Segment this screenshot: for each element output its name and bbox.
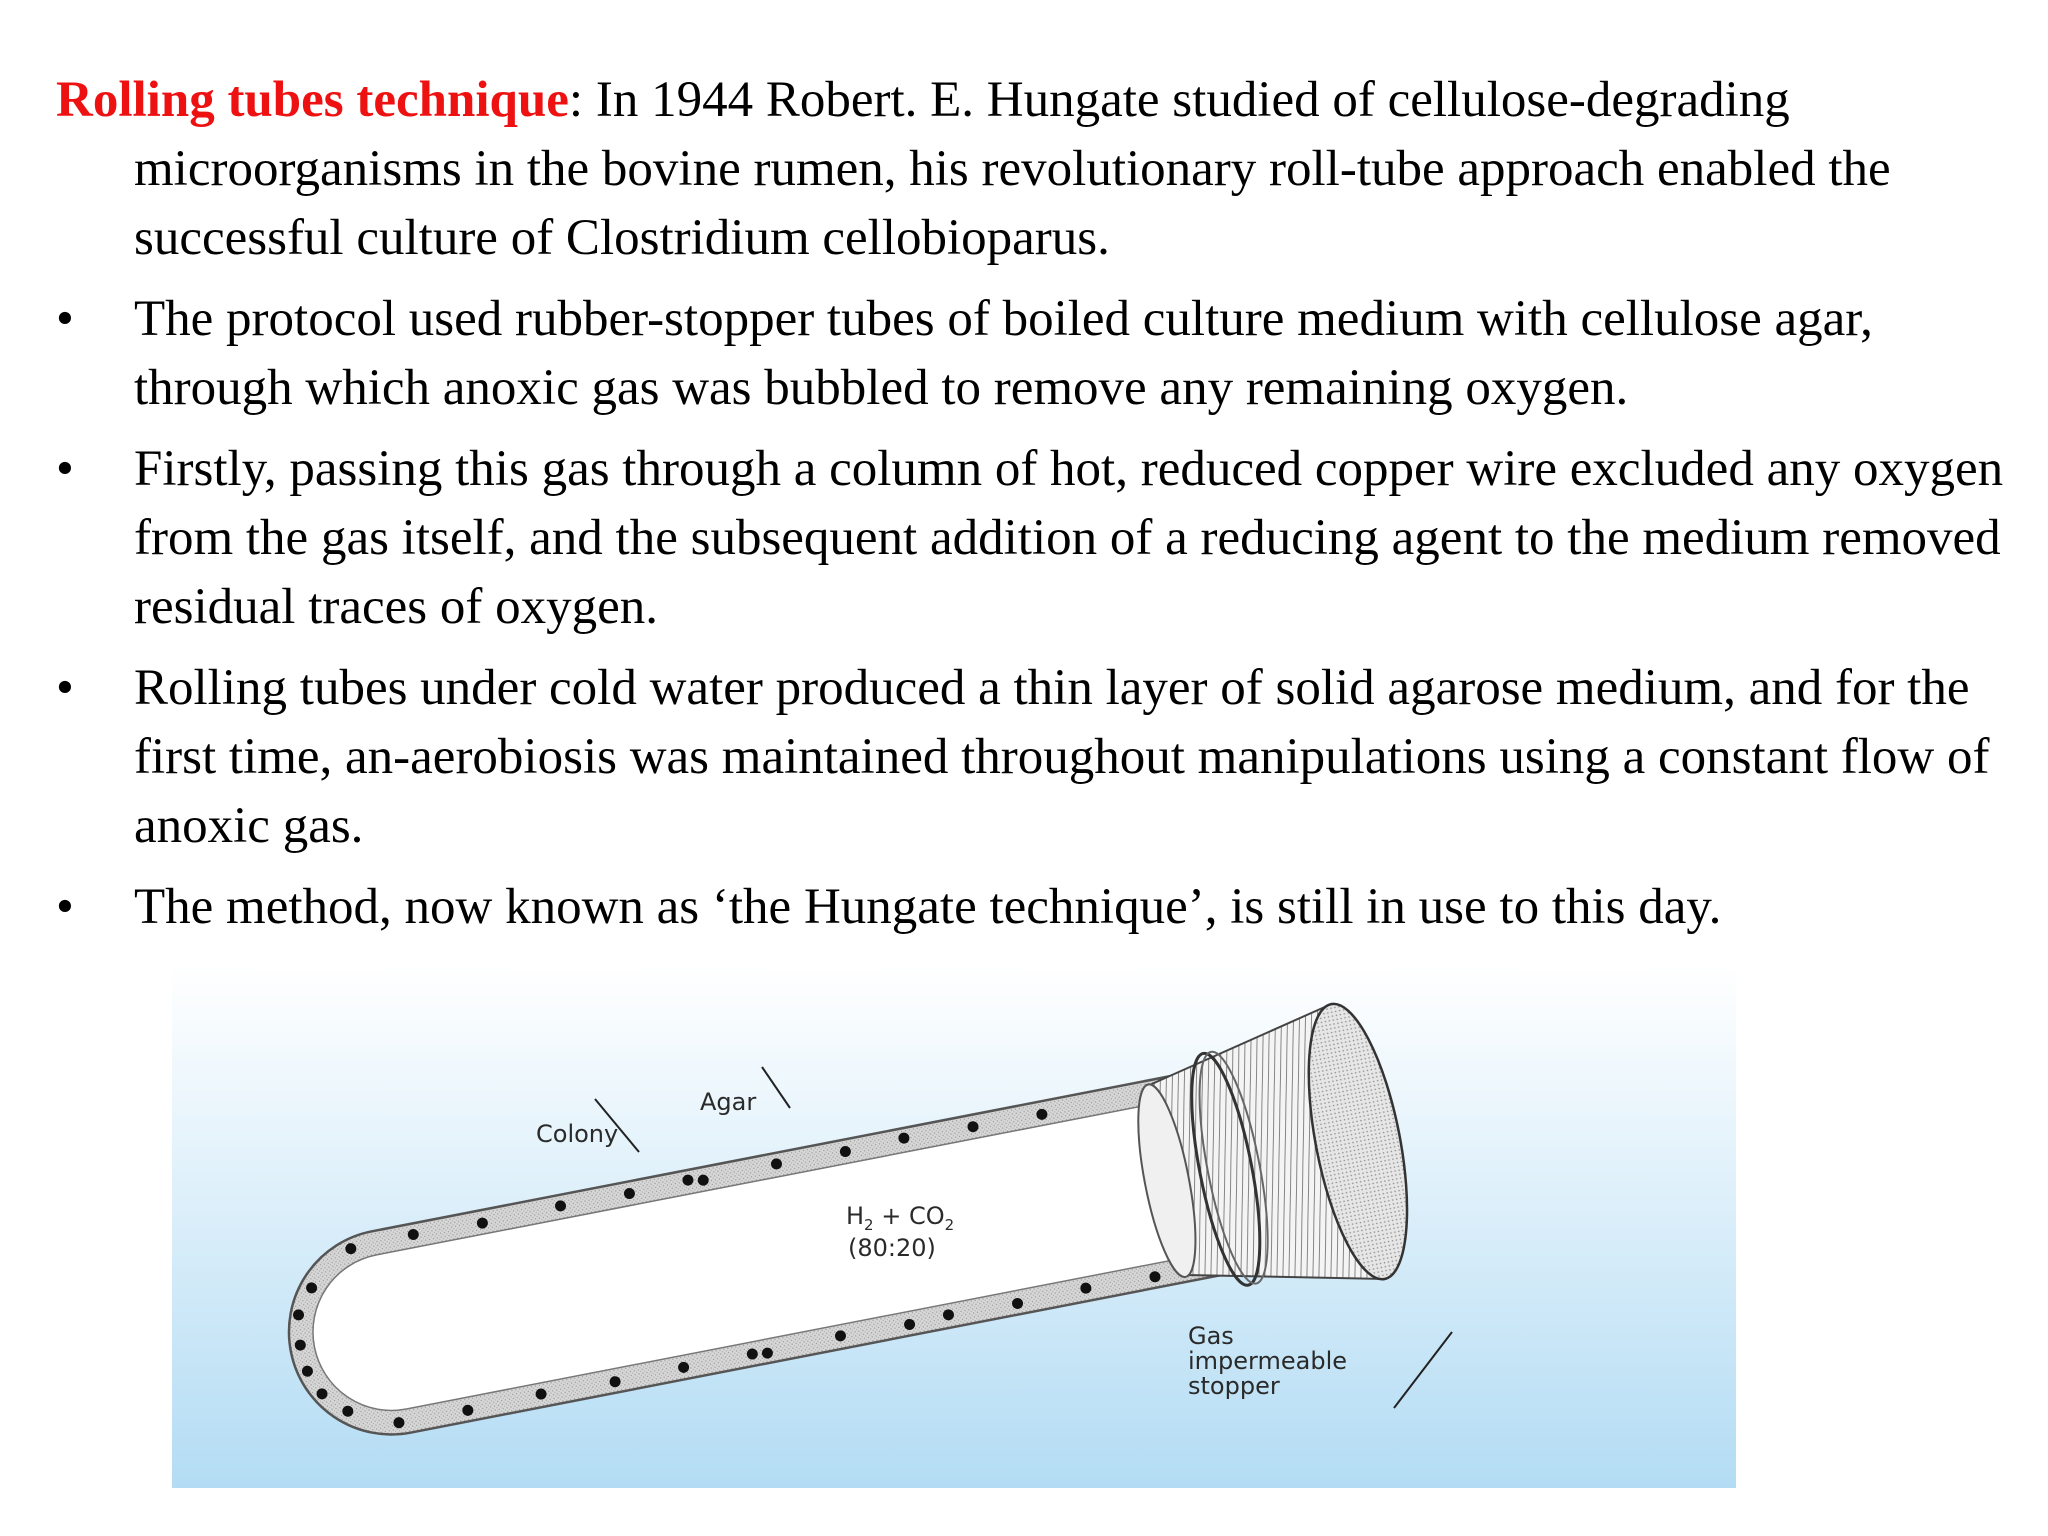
gas-plus-co: + CO [873,1202,945,1230]
gas-h2-subscript: 2 [864,1216,874,1234]
technique-term: Rolling tubes technique [56,72,569,128]
bullet-item [56,285,2016,423]
bullet-item [56,654,2016,861]
bullet-marker: • [56,441,74,497]
slide-text [56,66,2016,942]
bullet-text: Firstly, passing this gas through a column of hot, reduced copper wire excluded any oxygen from the gas itself, and the subsequent addition of a reducing agent to the medium removed residual traces of oxygen. [134,441,2004,635]
bullet-marker: • [56,879,74,935]
stopper-label-line2: impermeable [1188,1347,1348,1375]
intro-paragraph [56,66,2016,273]
gas-co2-subscript: 2 [944,1216,955,1234]
stopper-label-line1: Gas [1188,1322,1234,1350]
roll-tube-diagram [172,966,1736,1488]
bullet-marker: • [56,291,74,347]
bullet-text: The method, now known as ‘the Hungate technique’, is still in use to this day. [134,879,1722,935]
stopper-label-line3: stopper [1188,1372,1280,1400]
bullet-item [56,435,2016,642]
colony-label: Colony [536,1120,619,1148]
gas-ratio-label: (80:20) [848,1234,936,1262]
roll-tube-svg [172,966,1736,1488]
gas-h2: H [846,1202,865,1230]
bullet-text: Rolling tubes under cold water produced a thin layer of solid agarose medium, and for the first time, an-aerobiosis was maintained throughout manipulations using a constant flow of anoxic gas. [134,660,1990,854]
intro-separator: : [568,72,584,128]
bullet-text: The protocol used rubber-stopper tubes of boiled culture medium with cellulose agar, through which anoxic gas was bubbled to remove any remaining oxygen. [134,291,1873,416]
bullet-marker: • [56,660,74,716]
agar-label: Agar [700,1088,757,1116]
bullet-item [56,873,2016,942]
gas-mix-label [846,1202,954,1234]
intro-text: In 1944 Robert. E. Hungate studied of cellulose-degrading microorganisms in the bovine rumen, his revolutionary roll-tube approach enabled the successful culture of Clostridium cellobioparus. [134,72,1891,266]
